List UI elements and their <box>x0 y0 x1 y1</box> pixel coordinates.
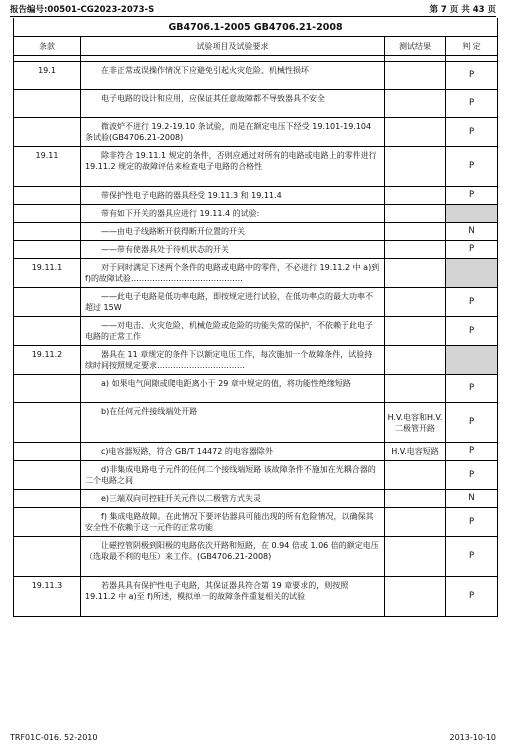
result-cell <box>385 537 446 577</box>
page-number: 第 7 页 共 43 页 <box>429 5 496 15</box>
result-cell <box>385 577 446 617</box>
result-cell: H.V.电容和H.V.二极管开路 <box>385 403 446 443</box>
table-row <box>14 62 498 90</box>
verdict-cell: P <box>446 461 498 490</box>
verdict-cell: P <box>446 90 498 118</box>
clause-cell <box>14 187 81 205</box>
column-header-requirement: 试验项目及试验要求 <box>81 37 385 56</box>
requirement-cell: c)电容器短路，符合 GB/T 14472 的电容器除外 <box>81 443 385 461</box>
clause-cell: 19.11.3 <box>14 577 81 617</box>
verdict-cell: P <box>446 288 498 317</box>
clause-cell <box>14 288 81 317</box>
verdict-cell <box>446 346 498 375</box>
clause-cell: 19.11 <box>14 147 81 187</box>
requirement-cell: ——此电子电路是低功率电路，即按规定进行试验，在低功率点的最大功率不超过 15W <box>81 288 385 317</box>
requirement-cell: d)非集成电路电子元件的任何二个接线端短路 该故障条件不施加在光耦合器的二个电路之间 <box>81 461 385 490</box>
clause-cell <box>14 508 81 537</box>
verdict-cell: N <box>446 490 498 508</box>
requirement-cell: 对于同时满足下述两个条件的电路或电路中的零件，不必进行 19.11.2 中 a)到 f)的故障试验…………………………………… <box>81 259 385 288</box>
column-header-verdict: 判 定 <box>446 37 498 56</box>
table-row <box>14 259 498 288</box>
requirement-cell: 在非正常或误操作情况下应避免引起火灾危险、机械性损坏 <box>81 62 385 90</box>
clause-cell <box>14 490 81 508</box>
requirement-cell: ——由电子线路断开获得断开位置的开关 <box>81 223 385 241</box>
verdict-cell: N <box>446 223 498 241</box>
clause-cell <box>14 375 81 403</box>
verdict-cell: P <box>446 508 498 537</box>
table-row <box>14 147 498 187</box>
clause-cell <box>14 537 81 577</box>
requirement-cell: 让磁控管阴极到阳极的电路依次开路和短路，在 0.94 倍或 1.06 倍的额定电压（选取最不利的电压）来工作。(GB4706.21-2008) <box>81 537 385 577</box>
standard-title-row <box>14 18 498 37</box>
result-cell <box>385 187 446 205</box>
requirement-cell: 带有如下开关的器具应进行 19.11.4 的试验: <box>81 205 385 223</box>
header-rule <box>10 16 496 17</box>
verdict-cell: P <box>446 62 498 90</box>
clause-cell <box>14 403 81 443</box>
table-row <box>14 223 498 241</box>
requirement-cell: a) 如果电气间隙或爬电距离小于 29 章中规定的值，将功能性绝缘短路 <box>81 375 385 403</box>
requirement-cell: 除非符合 19.11.1 规定的条件，否则应通过对所有的电路或电路上的零件进行 19.11.2 规定的故障评估来检查电子电路的合格性 <box>81 147 385 187</box>
standard-title: GB4706.1-2005 GB4706.21-2008 <box>14 18 498 37</box>
column-header-row <box>14 37 498 56</box>
requirement-cell: b)在任何元件接线端处开路 <box>81 403 385 443</box>
verdict-cell <box>446 259 498 288</box>
table-row <box>14 90 498 118</box>
clause-cell <box>14 461 81 490</box>
table-row <box>14 577 498 617</box>
verdict-cell: P <box>446 537 498 577</box>
result-cell <box>385 288 446 317</box>
clause-cell <box>14 241 81 259</box>
verdict-cell: P <box>446 147 498 187</box>
table-row <box>14 346 498 375</box>
table-row <box>14 317 498 346</box>
clause-cell <box>14 443 81 461</box>
requirement-cell: ——对电击、火灾危险、机械危险或危险的功能失常的保护，不依赖于此电子电路的正常工作 <box>81 317 385 346</box>
table-row <box>14 187 498 205</box>
clause-cell <box>14 317 81 346</box>
verdict-cell: P <box>446 118 498 147</box>
table-row <box>14 241 498 259</box>
verdict-cell: P <box>446 187 498 205</box>
requirement-cell: 微波炉不进行 19.2-19.10 条试验，而是在额定电压下经受 19.101-19.104 条试验(GB4706.21-2008) <box>81 118 385 147</box>
table-row <box>14 461 498 490</box>
result-cell <box>385 490 446 508</box>
clause-cell: 19.11.2 <box>14 346 81 375</box>
result-cell <box>385 241 446 259</box>
result-cell <box>385 147 446 187</box>
column-header-clause: 条款 <box>14 37 81 56</box>
table-row <box>14 508 498 537</box>
result-cell <box>385 118 446 147</box>
verdict-cell: P <box>446 577 498 617</box>
form-number: TRF01C-016. 52-2010 <box>10 733 98 742</box>
result-cell <box>385 205 446 223</box>
issue-date: 2013-10-10 <box>449 733 496 742</box>
clause-cell: 19.11.1 <box>14 259 81 288</box>
clause-cell <box>14 90 81 118</box>
table-row <box>14 490 498 508</box>
verdict-cell: P <box>446 241 498 259</box>
verdict-cell: P <box>446 403 498 443</box>
result-cell <box>385 62 446 90</box>
clause-cell <box>14 205 81 223</box>
result-cell <box>385 461 446 490</box>
table-row <box>14 443 498 461</box>
result-cell <box>385 223 446 241</box>
requirement-cell: ——带有使器具处于待机状态的开关 <box>81 241 385 259</box>
table-row <box>14 288 498 317</box>
clause-cell <box>14 223 81 241</box>
result-cell: H.V.电容短路 <box>385 443 446 461</box>
verdict-cell: P <box>446 375 498 403</box>
report-number: 报告编号:00501-CG2023-2073-S <box>10 5 155 15</box>
table-body <box>14 62 498 617</box>
requirement-cell: f) 集成电路故障。在此情况下要评估器具可能出现的所有危险情况，以确保其安全性不依赖于这一元件的正常功能 <box>81 508 385 537</box>
verdict-cell: P <box>446 317 498 346</box>
table-row <box>14 403 498 443</box>
clause-cell <box>14 118 81 147</box>
table-row <box>14 118 498 147</box>
requirement-cell: e)三端双向可控硅开关元件以二极管方式失灵 <box>81 490 385 508</box>
result-cell <box>385 259 446 288</box>
page-header <box>10 0 496 16</box>
verdict-cell: P <box>446 443 498 461</box>
result-cell <box>385 346 446 375</box>
clause-cell: 19.1 <box>14 62 81 90</box>
result-cell <box>385 90 446 118</box>
requirement-cell: 若器具具有保护性电子电路，其保证器具符合第 19 章要求的，则按照 19.11.2 中 a)至 f)所述，模拟单一的故障条件重复相关的试验 <box>81 577 385 617</box>
table-row <box>14 205 498 223</box>
table-row <box>14 375 498 403</box>
result-cell <box>385 508 446 537</box>
test-table <box>13 18 498 617</box>
column-header-result: 测试结果 <box>385 37 446 56</box>
requirement-cell: 带保护性电子电路的器具经受 19.11.3 和 19.11.4 <box>81 187 385 205</box>
verdict-cell <box>446 205 498 223</box>
requirement-cell: 器具在 11 章规定的条件下以额定电压工作，每次施加一个故障条件，试验持续时间按照规定要求…………………………… <box>81 346 385 375</box>
table-row <box>14 537 498 577</box>
result-cell <box>385 375 446 403</box>
requirement-cell: 电子电路的设计和应用，应保证其任意故障都不导致器具不安全 <box>81 90 385 118</box>
result-cell <box>385 317 446 346</box>
